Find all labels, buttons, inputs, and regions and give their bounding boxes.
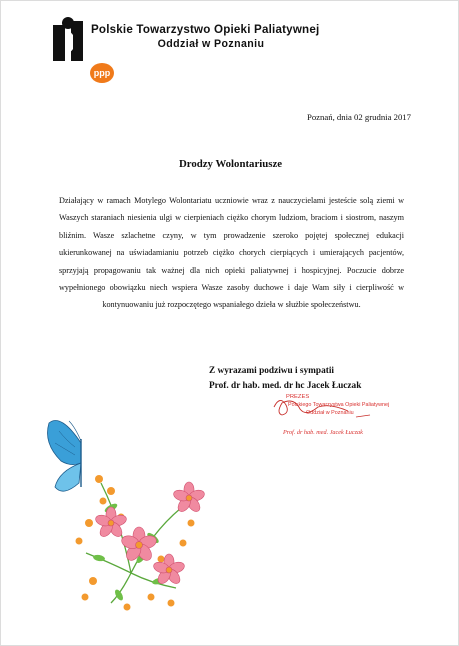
signer-name: Prof. dr hab. med. dr hc Jacek Łuczak	[209, 381, 362, 391]
stamp-name: Prof. dr hab. med. Jacek Łuczak	[283, 429, 363, 436]
salutation: Drodzy Wolontariusze	[178, 158, 283, 170]
letter-body: Działający w ramach Motylego Wolontariatu uczniowie wraz z nauczycielami jesteście solą ziemi w Waszych staraniach niesienia ulgi w cierpieniach ciężko chorym ludziom, braciom i siostrom, naszym bliźnim. Wasze szlachetne czyny, w tym prowadzenie szeroko pojętej społecznej edukacji ukierunkowanej na uświadamianiu potrzeb ciężko chorych cierpiących i umierających pacjentów, sprzyjają propagowaniu tak ważnej dla nich opieki paliatywnej i hospicyjnej. Poczucie dobrze wypełnionego obowiązku niech wspiera Wasze zasoby duchowe i daje Wam siły i cierpliwość w kontynuowaniu już rozpoczętego wspaniałego dzieła w służbie społeczeństwu.	[59, 196, 404, 310]
signature-stamp	[266, 393, 401, 443]
handwritten-signature	[266, 393, 401, 443]
stamp-org: Polskiego Towarzystwa Opieki Paliatywnej	[288, 402, 390, 408]
letter-date: Poznań, dnia 02 grudnia 2017	[307, 112, 411, 122]
org-name: Polskie Towarzystwo Opieki Paliatywnej	[91, 23, 320, 36]
stamp-title: PREZES	[286, 394, 310, 400]
ptop-logo	[51, 15, 87, 63]
ppp-logo	[89, 62, 115, 84]
butterfly-flowers-illustration	[41, 413, 216, 613]
svg-text:ppp: ppp	[93, 68, 111, 78]
org-branch: Oddział w Poznaniu	[157, 38, 265, 50]
butterfly-icon	[48, 421, 82, 492]
stamp-branch: Oddział w Poznaniu	[306, 410, 354, 416]
closing: Z wyrazami podziwu i sympatii	[209, 366, 334, 376]
